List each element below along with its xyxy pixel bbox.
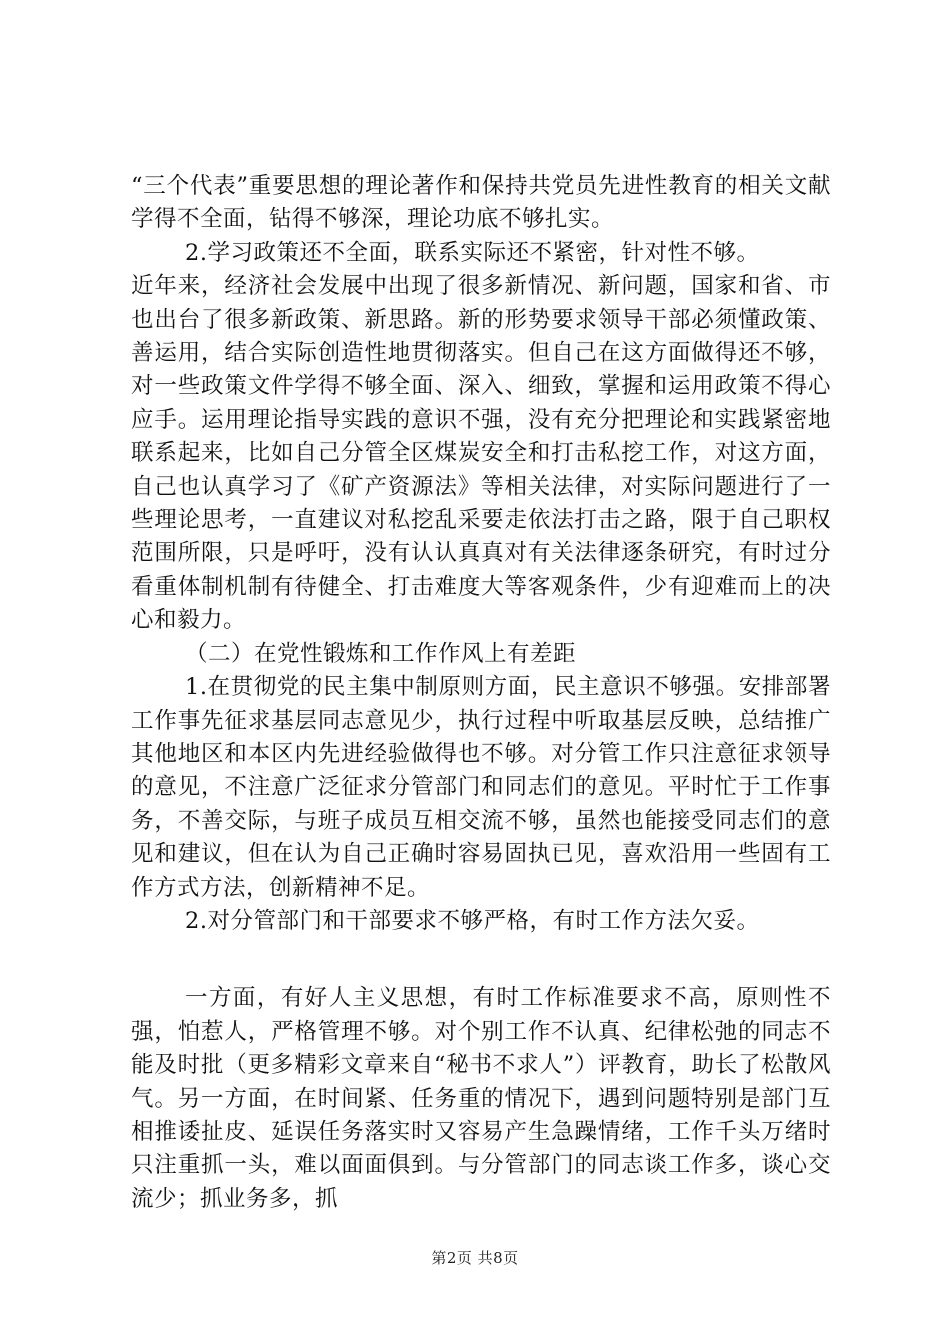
page-number-footer: 第2页 共8页 [431,1249,519,1267]
document-body [131,170,831,1216]
paragraph-item-2-heading: 2.学习政策还不全面，联系实际还不紧密，针对性不够。 [185,239,760,266]
paragraph-democratic-centralism: 1.在贯彻党的民主集中制原则方面，民主意识不够强。安排部署工作事先征求基层同志意见少，执行过程中听取基层反映，总结推广其他地区和本区内先进经验做得也不够。对分管工作只注意征求领导的意见，不注意广泛征求分管部门和同志们的意见。平时忙于工作事务，不善交际，与班子成员互相交流不够，虽然也能接受同志们的意见和建议，但在认为自己正确时容易固执已见，喜欢沿用一些固有工作方式方法，创新精神不足。 [131,674,831,901]
paragraph-gap [131,938,831,982]
paragraph-continuation: “三个代表”重要思想的理论著作和保持共党员先进性教育的相关文献学得不全面，钻得不够深，理论功底不够扎实。 [131,173,831,233]
paragraph-one-hand: 一方面，有好人主义思想，有时工作标准要求不高，原则性不强，怕惹人，严格管理不够。对个别工作不认真、纪律松弛的同志不能及时批（更多精彩文章来自“秘书不求人”）评教育，助长了松散风气。另一方面，在时间紧、任务重的情况下，遇到问题特别是部门互相推诿扯皮、延误任务落实时又容易产生急躁情绪，工作千头万绪时只注重抓一头，难以面面俱到。与分管部门的同志谈工作多，谈心交流少；抓业务多，抓 [131,985,831,1212]
paragraph-item-2-management: 2.对分管部门和干部要求不够严格，有时工作方法欠妥。 [185,907,760,934]
section-heading-2: （二）在党性锻炼和工作作风上有差距 [185,640,577,667]
paragraph-policy-study: 近年来，经济社会发展中出现了很多新情况、新问题，国家和省、市也出台了很多新政策、新思路。新的形势要求领导干部必须懂政策、善运用，结合实际创造性地贯彻落实。但自己在这方面做得还不够，对一些政策文件学得不够全面、深入、细致，掌握和运用政策不得心应手。运用理论指导实践的意识不强，没有充分把理论和实践紧密地联系起来，比如自己分管全区煤炭安全和打击私挖工作，对这方面，自己也认真学习了《矿产资源法》等相关法律，对实际问题进行了一些理论思考，一直建议对私挖乱采要走依法打击之路，限于自己职权范围所限，只是呼吁，没有认认真真对有关法律逐条研究，有时过分看重体制机制有待健全、打击难度大等客观条件，少有迎难而上的决心和毅力。 [131,273,831,634]
